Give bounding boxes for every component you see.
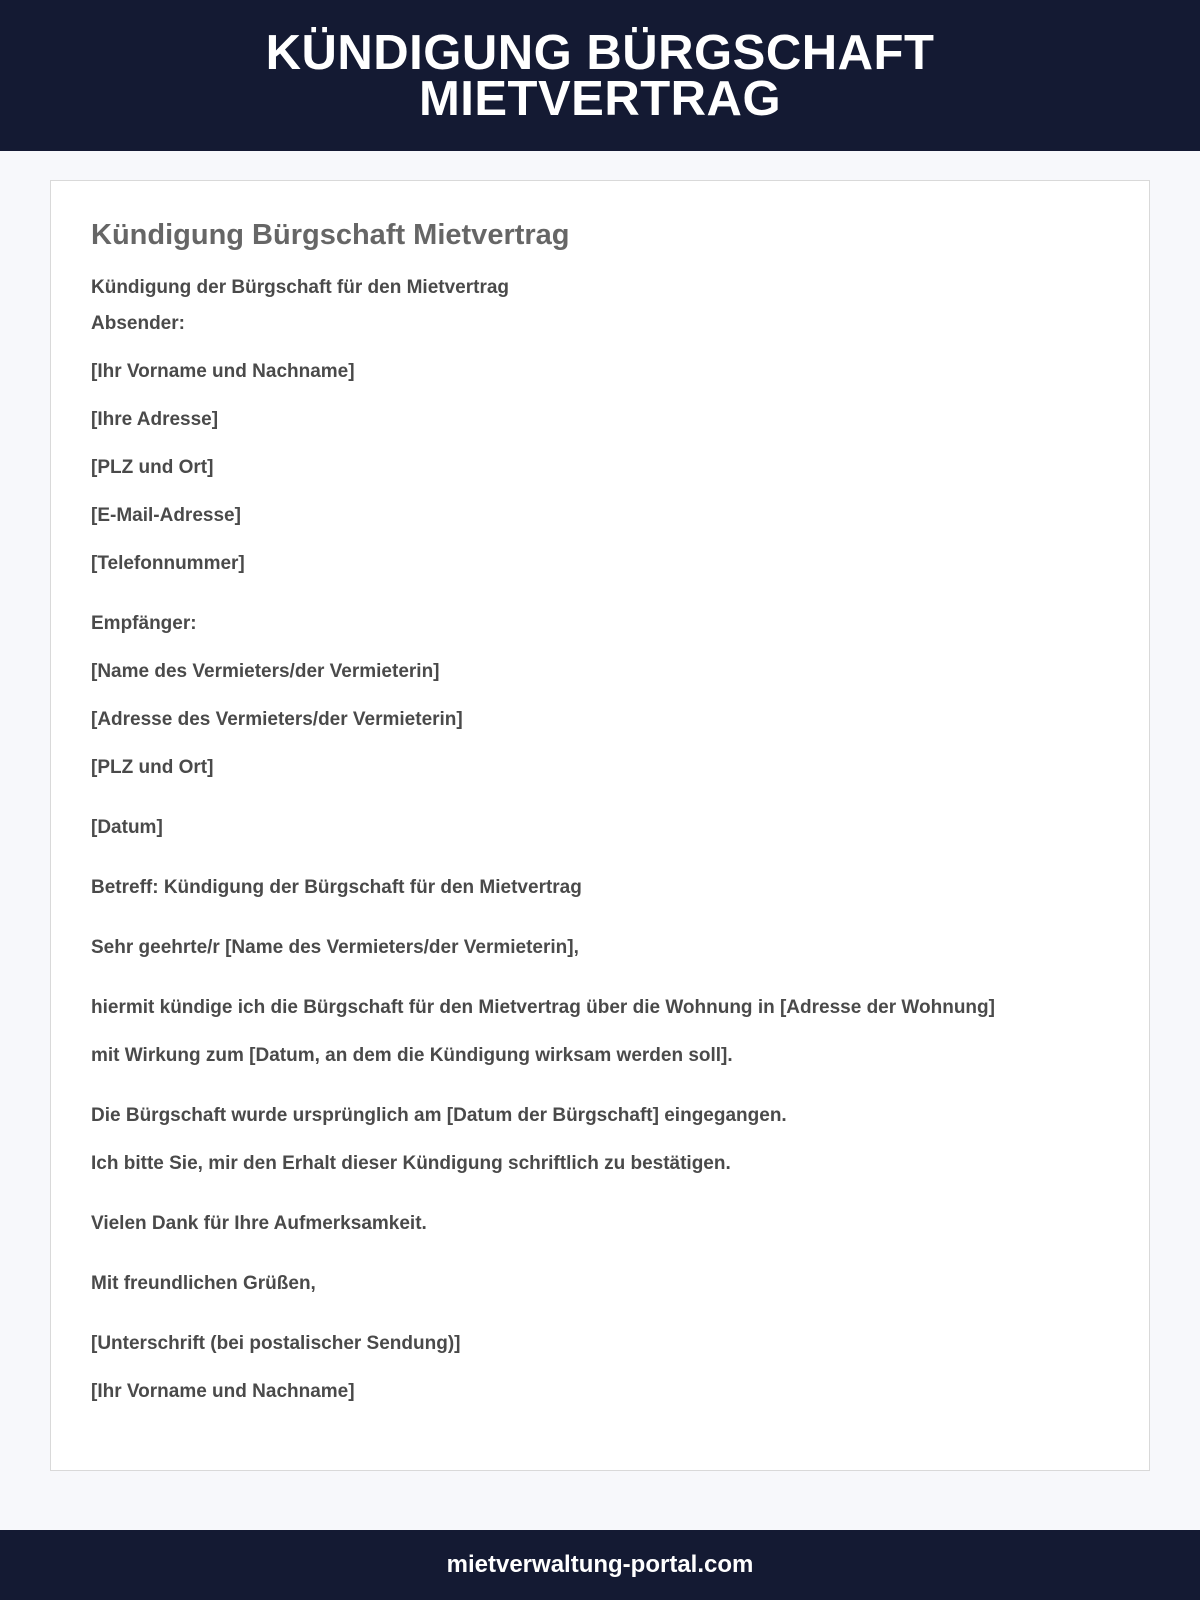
- sender-address: [Ihre Adresse]: [91, 409, 219, 430]
- letter-card: [50, 180, 1150, 1471]
- letter-date: [Datum]: [91, 817, 163, 838]
- letter-subject: Betreff: Kündigung der Bürgschaft für den Mietvertrag: [91, 877, 582, 898]
- document-title: Kündigung Bürgschaft Mietvertrag: [91, 219, 570, 251]
- document-subtitle: Kündigung der Bürgschaft für den Mietvertrag: [91, 277, 510, 298]
- letter-signature: [Unterschrift (bei postalischer Sendung)]: [91, 1333, 461, 1354]
- sender-label: Absender:: [91, 313, 185, 334]
- recipient-city: [PLZ und Ort]: [91, 757, 214, 778]
- body-paragraph: mit Wirkung zum [Datum, an dem die Kündigung wirksam werden soll].: [91, 1045, 733, 1066]
- page-footer: [0, 1530, 1200, 1600]
- sender-email: [E-Mail-Adresse]: [91, 505, 241, 526]
- signature-name: [Ihr Vorname und Nachname]: [91, 1381, 355, 1402]
- sender-name: [Ihr Vorname und Nachname]: [91, 361, 355, 382]
- recipient-label: Empfänger:: [91, 613, 197, 634]
- sender-city: [PLZ und Ort]: [91, 457, 214, 478]
- letter-closing: Mit freundlichen Grüßen,: [91, 1273, 316, 1294]
- body-paragraph: hiermit kündige ich die Bürgschaft für den Mietvertrag über die Wohnung in [Adresse der Wohnung]: [91, 997, 995, 1018]
- body-paragraph: Ich bitte Sie, mir den Erhalt dieser Kündigung schriftlich zu bestätigen.: [91, 1153, 731, 1174]
- sender-phone: [Telefonnummer]: [91, 553, 245, 574]
- page-header: [0, 0, 1200, 151]
- recipient-name: [Name des Vermieters/der Vermieterin]: [91, 661, 440, 682]
- page-title: KÜNDIGUNG BÜRGSCHAFT MIETVERTRAG: [265, 25, 935, 126]
- body-paragraph: Vielen Dank für Ihre Aufmerksamkeit.: [91, 1213, 427, 1234]
- letter-salutation: Sehr geehrte/r [Name des Vermieters/der Vermieterin],: [91, 937, 579, 958]
- body-paragraph: Die Bürgschaft wurde ursprünglich am [Datum der Bürgschaft] eingegangen.: [91, 1105, 787, 1126]
- footer-site: mietverwaltung-portal.com: [446, 1551, 754, 1578]
- recipient-address: [Adresse des Vermieters/der Vermieterin]: [91, 709, 463, 730]
